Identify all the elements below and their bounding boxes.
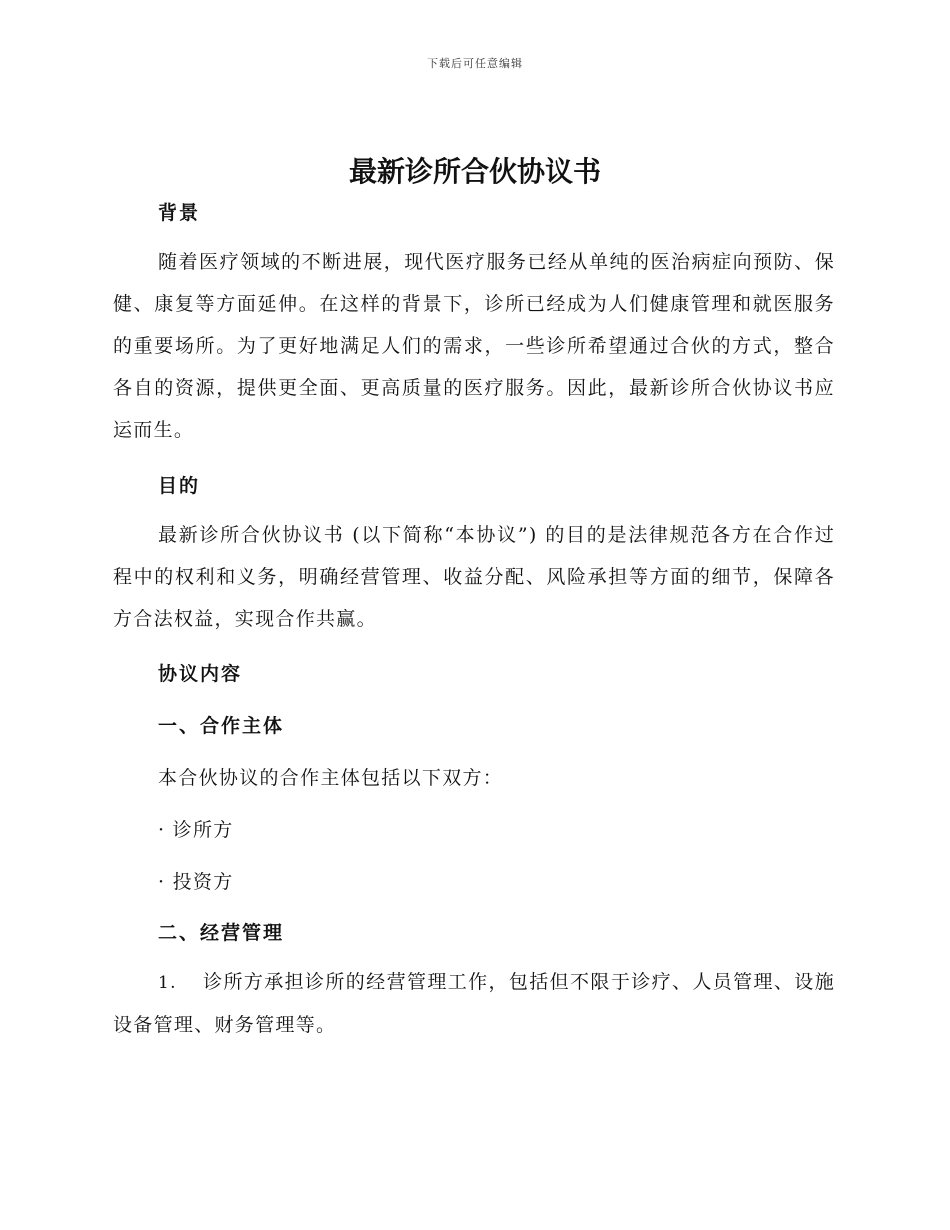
numbered-item-marker: 1.	[158, 973, 177, 993]
header-note: 下载后可任意编辑	[427, 57, 523, 70]
list-item-investor: · 投资方	[158, 871, 234, 893]
document-title: 最新诊所合伙协议书	[348, 155, 601, 188]
section-heading-subject: 一、合作主体	[158, 715, 285, 737]
section-heading-purpose: 目的	[158, 475, 201, 497]
section-heading-background: 背景	[158, 202, 201, 224]
section-heading-content: 协议内容	[158, 663, 243, 685]
numbered-item-1	[113, 961, 835, 1046]
section-heading-management: 二、经营管理	[158, 922, 285, 944]
list-item-clinic: · 诊所方	[158, 819, 234, 841]
paragraph-subject-intro: 本合伙协议的合作主体包括以下双方：	[158, 767, 504, 789]
paragraph-purpose: 最新诊所合伙协议书 (以下简称“本协议”) 的目的是法律规范各方在合作过程中的权利和义务，明确经营管理、收益分配、风险承担等方面的细节，保障各方合法权益，实现合作共赢。	[113, 524, 835, 630]
numbered-item-text: 诊所方承担诊所的经营管理工作，包括但不限于诊疗、人员管理、设施设备管理、财务管理等。	[113, 971, 835, 1036]
paragraph-background: 随着医疗领域的不断进展，现代医疗服务已经从单纯的医治病症向预防、保健、康复等方面延伸。在这样的背景下，诊所已经成为人们健康管理和就医服务的重要场所。为了更好地满足人们的需求，一些诊所希望通过合伙的方式，整合各自的资源，提供更全面、更高质量的医疗服务。因此，最新诊所合伙协议书应运而生。	[113, 251, 835, 441]
